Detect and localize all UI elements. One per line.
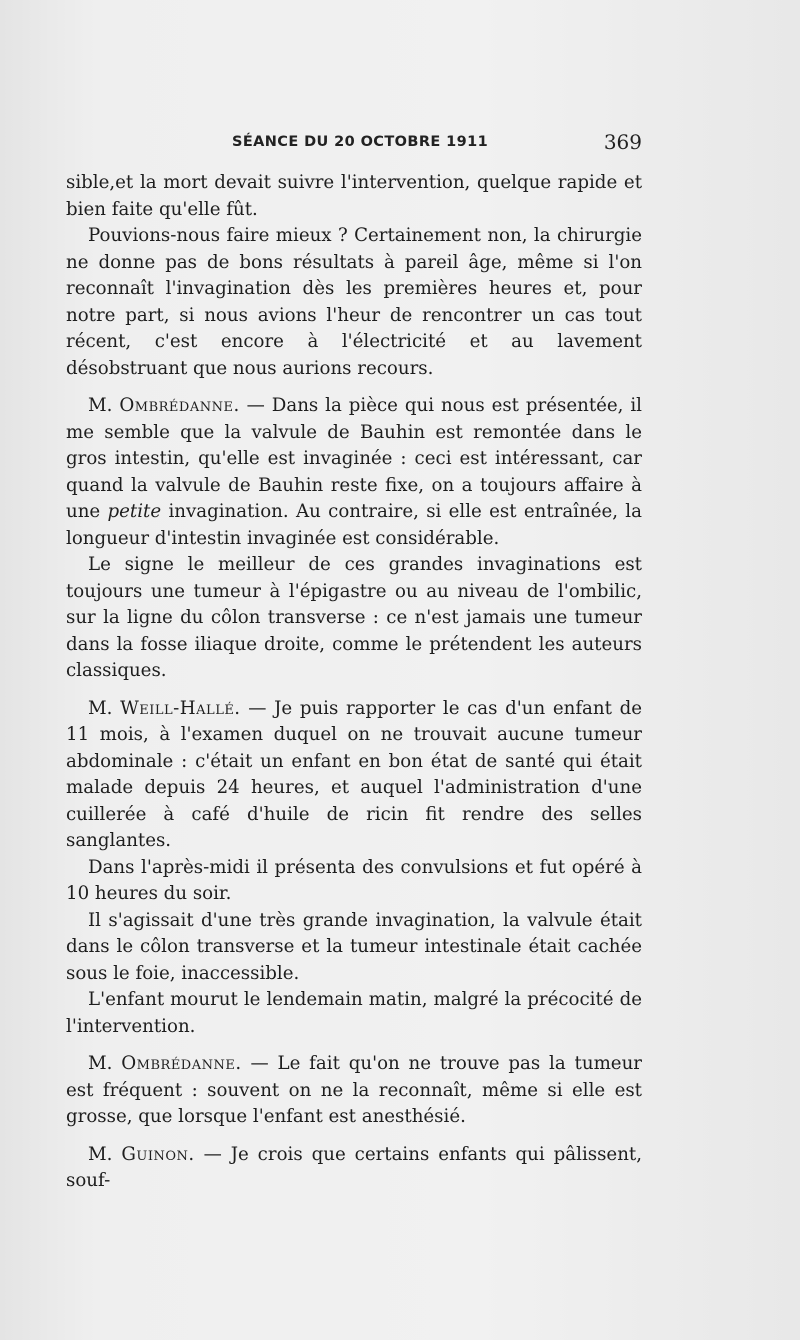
emphasized-word: petite (107, 501, 162, 522)
paragraph: Pouvions-nous faire mieux ? Certainement non, la chirurgie ne donne pas de bons résultats à pareil âge, même si l'on reconnaît l'invagination dès les premières heures et, pour notre part, si nous avions l'heur de rencontrer un cas tout récent, c'est encore à l'électricité et au lavement désobstruant que nous aurions recours. (66, 225, 642, 379)
speech-text: — Je crois que certains enfants qui pâlissent, souf- (66, 1143, 642, 1191)
speaker-title: M. (88, 1053, 113, 1074)
speech-text: — Le fait qu'on ne trouve pas la tumeur est fréquent : souvent on ne la reconnaît, même si elle est grosse, que lorsque l'enfant est anesthésié. (66, 1053, 642, 1127)
paragraph: L'enfant mourut le lendemain matin, malgré la précocité de l'intervention. (66, 989, 642, 1037)
speaker-paragraph (66, 393, 642, 552)
paragraph: Il s'agissait d'une très grande invagination, la valvule était dans le côlon transverse et la tumeur intestinale était cachée sous le foie, inaccessible. (66, 909, 642, 984)
speaker-name: Guinon. (121, 1143, 195, 1165)
speaker-title: M. (88, 697, 113, 719)
paragraph: Dans l'après-midi il présenta des convulsions et fut opéré à 10 heures du soir. (66, 856, 642, 904)
speaker-paragraph (66, 1142, 642, 1195)
page-number: 369 (603, 130, 642, 154)
paragraph: Le signe le meilleur de ces grandes invaginations est toujours une tumeur à l'épigastre ou au niveau de l'ombilic, sur la ligne du côlon transverse : ce n'est jamais une tumeur dans la fosse iliaque droite, comme le prétendent les auteurs classiques. (66, 554, 642, 681)
speech-text: — Dans la pièce qui nous est présentée, il me semble que la valvule de Bauhin est remontée dans le gros intestin, qu'elle est invaginée : ceci est intéressant, car quand la valvule de Bauhin reste fixe, on a toujours affaire à une (66, 395, 642, 522)
speaker-name: Weill-Hallé. (120, 697, 241, 719)
speaker-paragraph (66, 1051, 642, 1131)
speaker-paragraph (66, 696, 642, 855)
speech-text: invagination. Au contraire, si elle est entraînée, la longueur d'intestin invaginée est considérable. (66, 501, 642, 549)
speaker-name: Ombrédanne. (121, 1053, 242, 1074)
page-header (66, 130, 642, 158)
speech-text: — Je puis rapporter le cas d'un enfant de 11 mois, à l'examen duquel on ne trouvait aucune tumeur abdominale : c'était un enfant en bon état de santé qui était malade depuis 24 heures, et auquel l'administration d'une cuillerée à café d'huile de ricin fit rendre des selles sanglantes. (66, 697, 642, 851)
body-text (66, 170, 642, 1195)
speaker-title: M. (88, 1143, 113, 1165)
running-head: SÉANCE DU 20 OCTOBRE 1911 (232, 134, 489, 150)
speaker-name: Ombrédanne. (119, 395, 240, 416)
speaker-title: M. (88, 395, 113, 416)
paragraph-continuation: sible,et la mort devait suivre l'intervention, quelque rapide et bien faite qu'elle fût. (66, 172, 642, 220)
